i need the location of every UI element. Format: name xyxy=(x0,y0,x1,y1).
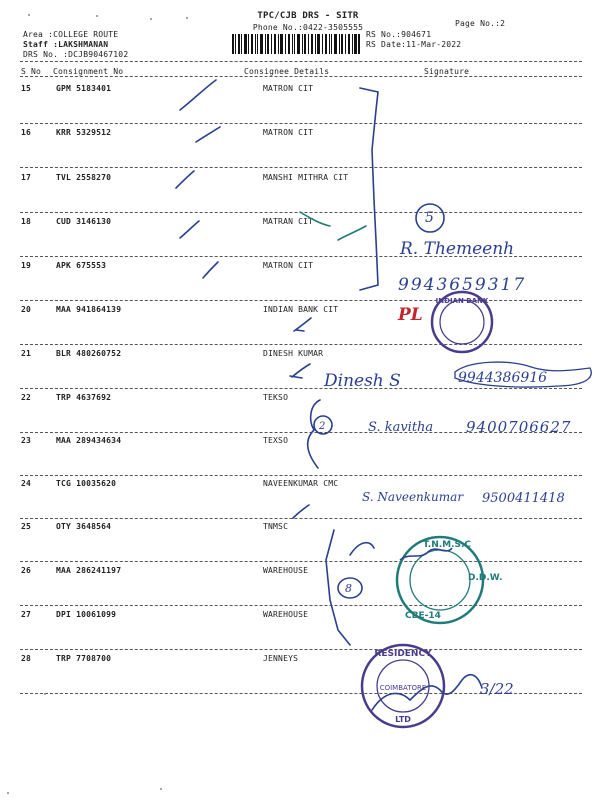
scan-speck xyxy=(28,14,30,16)
table-row xyxy=(0,349,600,395)
column-header-consignee: Consignee Details xyxy=(244,67,330,76)
serial-number: 27 xyxy=(21,610,32,619)
table-row xyxy=(0,566,600,612)
scan-speck xyxy=(44,693,46,695)
row-divider xyxy=(20,649,582,650)
stamp-tnmsc-left: T.N.M.S.C xyxy=(423,540,472,550)
consignee-name: TNMSC xyxy=(263,522,289,531)
consignee-name: NAVEENKUMAR CMC xyxy=(263,479,339,488)
table-row xyxy=(0,654,600,700)
scan-speck xyxy=(150,18,152,20)
row-divider xyxy=(20,388,582,389)
row-divider xyxy=(20,344,582,345)
stamp-residency-mid: COIMBATORE xyxy=(379,684,427,692)
consignment-number: TCG 10035620 xyxy=(56,479,117,488)
consignee-name: MANSHI MITHRA CIT xyxy=(263,173,349,182)
serial-number: 23 xyxy=(21,436,32,445)
table-row xyxy=(0,128,600,174)
consignment-number: MAA 286241197 xyxy=(56,566,122,575)
consignment-number: TRP 7708700 xyxy=(56,654,112,663)
column-header-sno: S No xyxy=(21,67,42,76)
rs-date: RS Date:11-Mar-2022 xyxy=(366,40,462,49)
serial-number: 15 xyxy=(21,84,32,93)
row-divider xyxy=(20,123,582,124)
consignee-name: TEXSO xyxy=(263,436,289,445)
red-initials-20: PL xyxy=(398,305,423,325)
stamp-tnmsc-right: D.D.W. xyxy=(468,573,503,583)
row-divider xyxy=(20,256,582,257)
row-divider xyxy=(20,561,582,562)
signature-date-28: 3/22 xyxy=(480,680,514,698)
table-row xyxy=(0,522,600,568)
row-divider xyxy=(20,518,582,519)
consignee-name: MATRON CIT xyxy=(263,128,314,137)
consignment-number: APK 675553 xyxy=(56,261,107,270)
consignment-number: TVL 2558270 xyxy=(56,173,112,182)
row-divider xyxy=(20,167,582,168)
consignee-name: WAREHOUSE xyxy=(263,566,309,575)
row-divider xyxy=(20,212,582,213)
table-row xyxy=(0,436,600,482)
stamp-residency-top: RESIDENCY xyxy=(374,649,432,659)
consignment-number: BLR 480260752 xyxy=(56,349,122,358)
scan-speck xyxy=(186,17,188,19)
serial-number: 21 xyxy=(21,349,32,358)
consignment-number: TRP 4637692 xyxy=(56,393,112,402)
scan-speck xyxy=(160,788,162,790)
consignee-name: DINESH KUMAR xyxy=(263,349,324,358)
row-divider xyxy=(20,432,582,433)
table-row xyxy=(0,217,600,263)
consignment-number: GPM 5183401 xyxy=(56,84,112,93)
consignment-number: MAA 289434634 xyxy=(56,436,122,445)
stamp-tnmsc-bottom: CBE-14 xyxy=(405,611,441,621)
page-number: Page No.:2 xyxy=(455,19,506,28)
header-divider-bottom xyxy=(20,76,582,77)
phone-number: Phone No.:0422-3505555 xyxy=(252,23,364,32)
table-row xyxy=(0,479,600,525)
rs-number: RS No.:904671 xyxy=(366,30,432,39)
table-row xyxy=(0,84,600,130)
consignee-name: JENNEYS xyxy=(263,654,299,663)
consignment-number: DPI 10061099 xyxy=(56,610,117,619)
serial-number: 24 xyxy=(21,479,32,488)
consignee-name: MATRAN CIT xyxy=(263,217,314,226)
serial-number: 25 xyxy=(21,522,32,531)
consignee-name: WAREHOUSE xyxy=(263,610,309,619)
route-info xyxy=(23,30,128,60)
consignment-number: OTY 3648564 xyxy=(56,522,112,531)
table-row xyxy=(0,261,600,307)
circled-number-8: 8 xyxy=(345,582,352,595)
signature-phone-21: 9944386916 xyxy=(458,370,548,386)
column-header-consignment: Consignment No xyxy=(53,67,124,76)
serial-number: 17 xyxy=(21,173,32,182)
row-divider xyxy=(20,605,582,606)
table-row xyxy=(0,173,600,219)
table-row xyxy=(0,393,600,439)
consignee-name: TEKSO xyxy=(263,393,289,402)
serial-number: 28 xyxy=(21,654,32,663)
column-header-signature: Signature xyxy=(424,67,470,76)
serial-number: 22 xyxy=(21,393,32,402)
serial-number: 20 xyxy=(21,305,32,314)
document-title: TPC/CJB DRS - SITR xyxy=(257,11,359,21)
signature-name-23: S. kavitha xyxy=(368,420,434,435)
row-divider xyxy=(20,475,582,476)
consignment-number: KRR 5329512 xyxy=(56,128,112,137)
consignment-number: CUD 3146130 xyxy=(56,217,112,226)
serial-number: 26 xyxy=(21,566,32,575)
consignment-number: MAA 941864139 xyxy=(56,305,122,314)
signature-name-21: Dinesh S xyxy=(324,371,401,391)
serial-number: 19 xyxy=(21,261,32,270)
barcode-image xyxy=(232,34,360,54)
circled-number-5: 5 xyxy=(425,210,434,226)
signature-name-24: S. Naveenkumar xyxy=(362,490,464,504)
row-divider xyxy=(20,300,582,301)
serial-number: 18 xyxy=(21,217,32,226)
serial-number: 16 xyxy=(21,128,32,137)
consignee-name: MATRON CIT xyxy=(263,261,314,270)
drs-number: DRS No. :DCJB90467102 xyxy=(23,50,129,59)
row-divider xyxy=(20,693,582,694)
staff-label: Staff :LAKSHMANAN xyxy=(23,40,109,49)
consignee-name: MATRON CIT xyxy=(263,84,314,93)
signature-phone-23: 9400706627 xyxy=(466,418,572,436)
stamp-indian-bank-text: INDIAN BANK xyxy=(435,297,489,305)
circled-number-2: 2 xyxy=(319,421,326,432)
table-row xyxy=(0,305,600,351)
scan-speck xyxy=(7,792,9,794)
consignee-name: INDIAN BANK CIT xyxy=(263,305,339,314)
rs-info xyxy=(366,30,461,50)
header-divider-top xyxy=(20,61,582,62)
area-label: Area :COLLEGE ROUTE xyxy=(23,30,119,39)
signature-name-18: R. Themeenh xyxy=(400,239,515,259)
scan-speck xyxy=(96,15,98,17)
stamp-residency-bottom: LTD xyxy=(395,715,411,724)
signature-phone-24: 9500411418 xyxy=(482,491,565,506)
table-row xyxy=(0,610,600,656)
signature-phone-19: 9943659317 xyxy=(398,275,527,295)
